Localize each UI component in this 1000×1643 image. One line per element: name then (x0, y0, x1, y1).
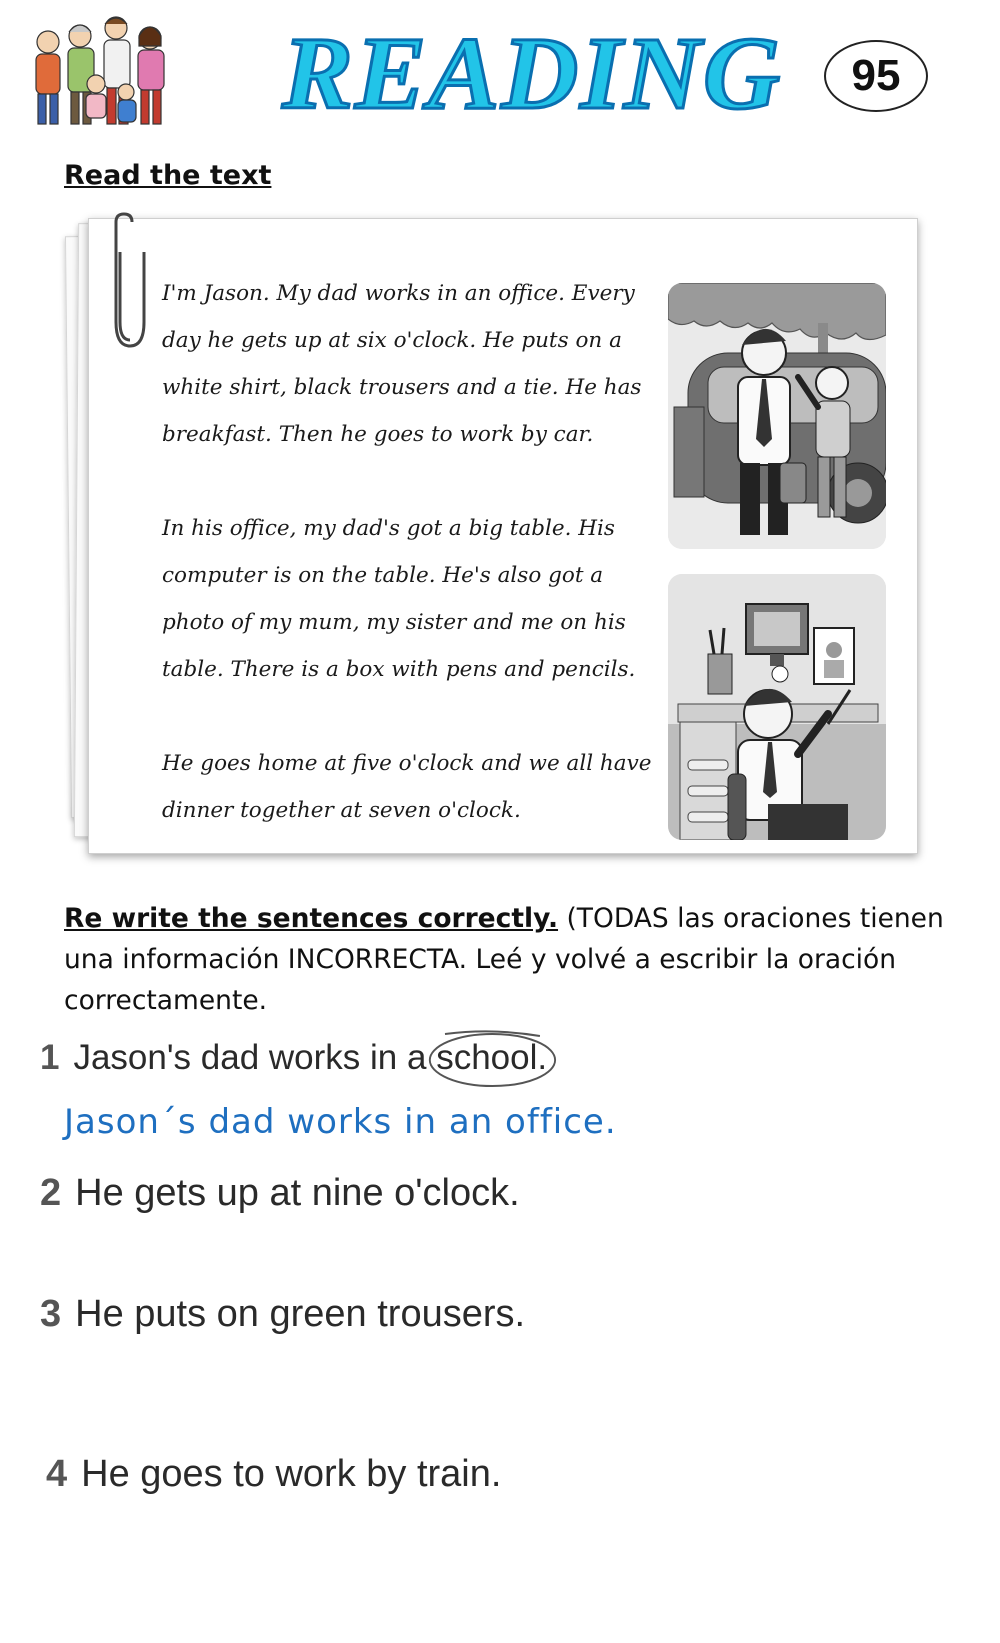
story-text (162, 270, 662, 881)
question-2-number: 2 (40, 1172, 62, 1214)
story-paragraph-1: I'm Jason. My dad works in an office. Every day he gets up at six o'clock. He puts on a white shirt, black trousers and a tie. He has breakfast. Then he goes to work by car. (162, 281, 642, 447)
question-1-text: Jason's dad works in a (73, 1038, 427, 1077)
question-3-number: 3 (40, 1293, 62, 1335)
question-3 (40, 1293, 525, 1336)
rewrite-instructions (64, 898, 944, 1021)
story-paragraph-3: He goes home at five o'clock and we all have dinner together at seven o'clock. (162, 751, 652, 823)
page-title (272, 22, 792, 132)
question-4-number: 4 (46, 1453, 68, 1495)
rewrite-heading: Re write the sentences correctly. (64, 903, 559, 934)
dad-and-son-car-illustration (668, 283, 886, 549)
page-title-text: READING (280, 22, 782, 131)
question-1 (40, 1038, 547, 1078)
question-4 (46, 1453, 501, 1496)
paper-clip-icon (108, 212, 146, 352)
question-2-text: He gets up at nine o'clock. (75, 1172, 520, 1214)
read-the-text-heading: Read the text (64, 160, 272, 191)
circled-word (436, 1038, 547, 1078)
page-number-badge: 95 (824, 40, 928, 112)
circled-word-text: school. (436, 1038, 548, 1077)
story-paragraph-2: In his office, my dad's got a big table. His computer is on the table. He's also got a photo of my mum, my sister and me on his table. There is a box with pens and pencils. (162, 516, 636, 682)
question-4-text: He goes to work by train. (81, 1453, 502, 1495)
dad-at-office-desk-illustration (668, 574, 886, 840)
answer-1: Jason´s dad works in an office. (64, 1102, 617, 1142)
question-1-number: 1 (40, 1038, 60, 1077)
hand-drawn-circle-icon (426, 1026, 559, 1090)
question-2 (40, 1172, 520, 1215)
family-illustration (18, 14, 184, 134)
question-3-text: He puts on green trousers. (75, 1293, 526, 1335)
rewrite-instruction-text: (TODAS las oraciones tienen una información INCORRECTA. Leé y volvé a escribir la oración correctamente. (64, 903, 944, 1016)
